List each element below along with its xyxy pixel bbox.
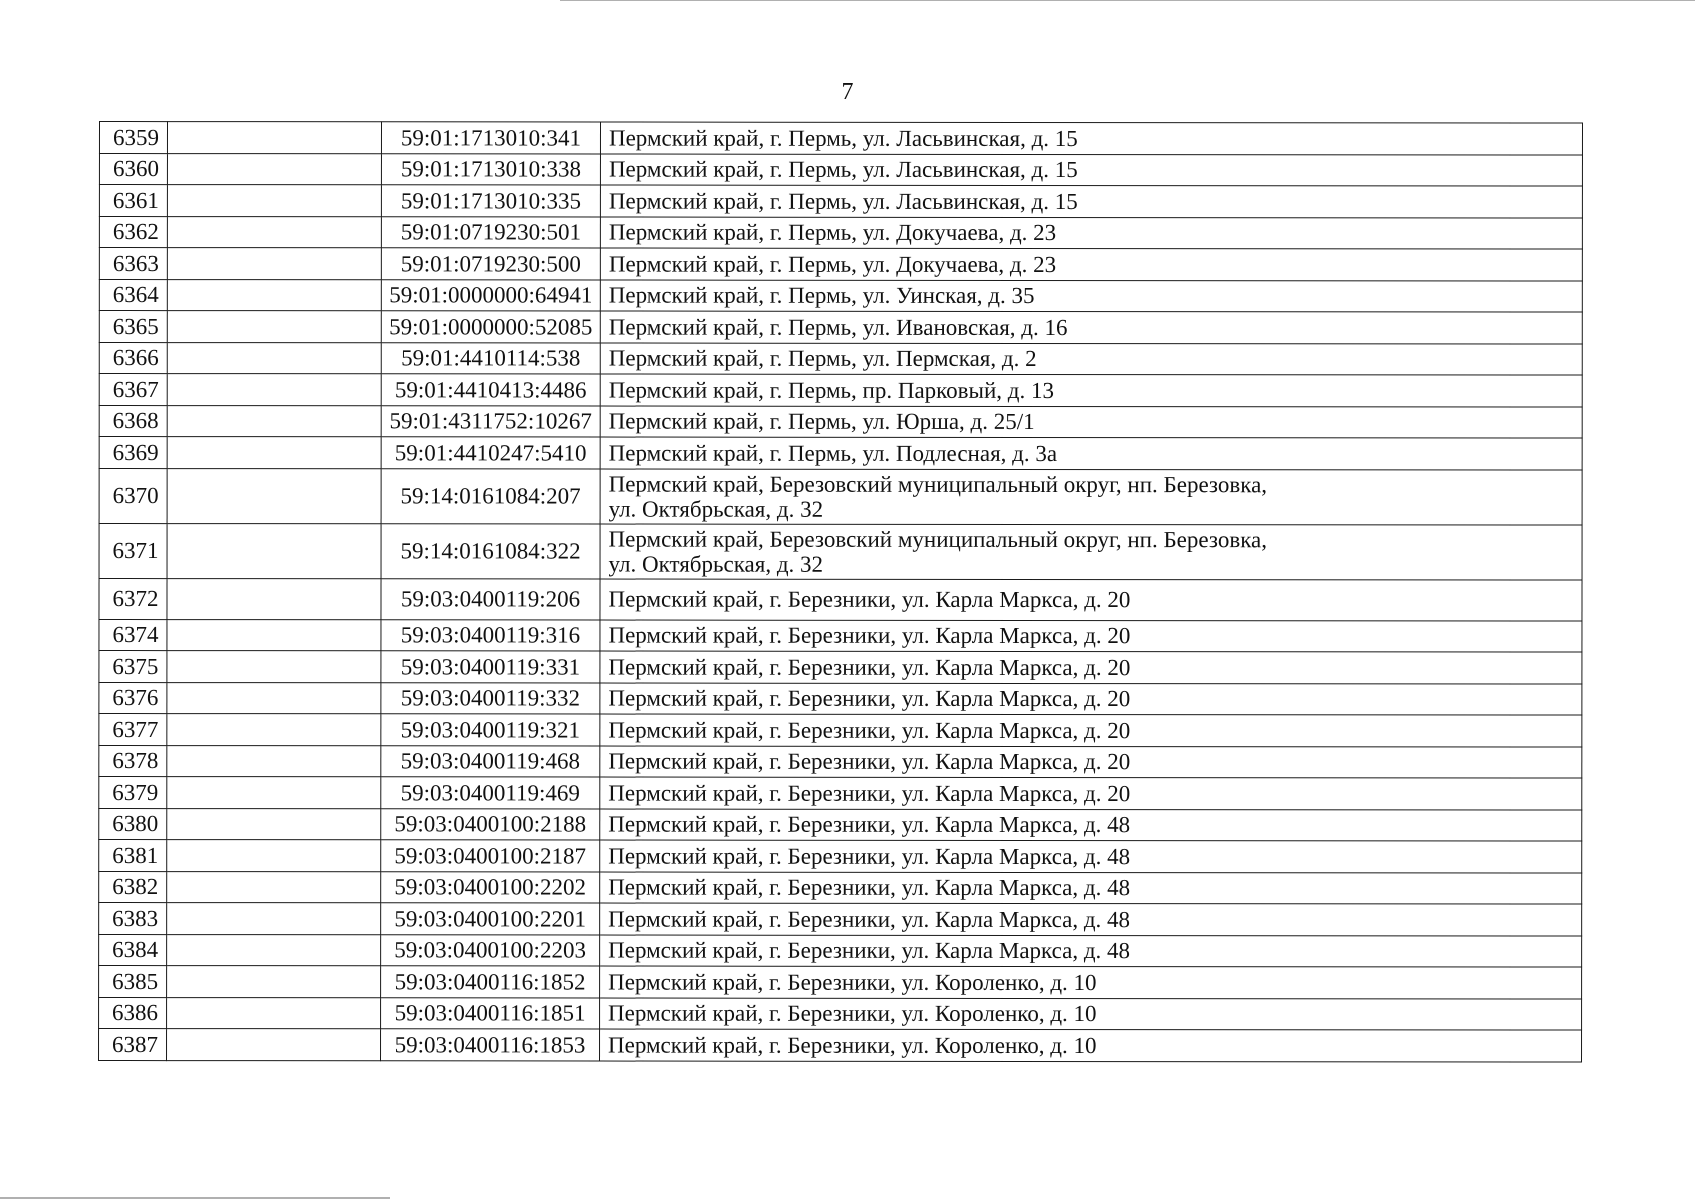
table-row (99, 523, 1582, 580)
address-line: Пермский край, г. Березники, ул. Карла Маркса, д. 20 (608, 654, 1131, 680)
row-number: 6370 (99, 468, 167, 523)
address-cell (600, 1029, 1582, 1062)
cadastral-number: 59:03:0400119:332 (381, 682, 600, 714)
empty-cell (167, 122, 381, 154)
address-line: Пермский край, г. Пермь, ул. Ласьвинская, д. 15 (608, 188, 1078, 214)
empty-cell (167, 578, 381, 619)
row-number: 6386 (99, 997, 167, 1029)
row-number: 6384 (99, 934, 167, 966)
table-row (99, 714, 1582, 747)
address-line: Пермский край, г. Березники, ул. Карла Маркса, д. 20 (608, 748, 1131, 775)
address-line: Пермский край, г. Пермь, ул. Подлесная, д. 3а (608, 440, 1058, 466)
empty-cell (167, 714, 381, 746)
address-line: Пермский край, г. Пермь, ул. Юрша, д. 25/1 (608, 408, 1035, 435)
row-number: 6374 (99, 619, 167, 651)
address-line: Пермский край, г. Березники, ул. Карла Маркса, д. 48 (608, 874, 1131, 901)
empty-cell (167, 966, 381, 998)
table-row (99, 216, 1582, 249)
row-number: 6375 (99, 651, 167, 683)
empty-cell (167, 777, 381, 809)
address-line: Пермский край, г. Пермь, ул. Ласьвинская, д. 15 (608, 156, 1078, 183)
scan-edge-bottom (0, 1197, 390, 1199)
table-row (99, 468, 1582, 525)
cadastral-number: 59:03:0400119:316 (381, 619, 600, 651)
row-number: 6377 (99, 714, 167, 746)
cadastral-number: 59:03:0400119:468 (381, 745, 600, 777)
row-number: 6364 (99, 279, 167, 311)
address-line: Пермский край, г. Березники, ул. Короленко, д. 10 (608, 969, 1097, 995)
cadastral-number: 59:03:0400100:2187 (381, 840, 600, 872)
address-cell (600, 437, 1582, 470)
cadastral-number: 59:01:4311752:10267 (381, 405, 600, 437)
table-row (99, 966, 1582, 999)
empty-cell (167, 405, 381, 437)
row-number: 6380 (99, 808, 167, 840)
empty-cell (167, 1029, 381, 1061)
address-cell (600, 217, 1582, 250)
empty-cell (167, 619, 381, 651)
row-number: 6379 (99, 777, 167, 809)
table-row (99, 342, 1582, 375)
table-row (99, 405, 1582, 438)
address-line: Пермский край, г. Березники, ул. Карла Маркса, д. 48 (608, 811, 1131, 838)
address-line-2: ул. Октябрьская, д. 32 (608, 551, 824, 577)
empty-cell (167, 997, 381, 1029)
empty-cell (167, 651, 381, 683)
empty-cell (167, 840, 381, 872)
address-line: Пермский край, г. Березники, ул. Карла Маркса, д. 48 (608, 906, 1131, 932)
address-cell (600, 651, 1582, 684)
address-line: Пермский край, г. Пермь, ул. Уинская, д. 35 (608, 282, 1035, 309)
cadastral-number: 59:03:0400119:331 (381, 651, 600, 683)
address-line: Пермский край, г. Березники, ул. Карла Маркса, д. 20 (608, 622, 1131, 649)
cadastral-number: 59:03:0400116:1851 (381, 997, 600, 1029)
address-line: Пермский край, г. Березники, ул. Карла Маркса, д. 20 (608, 717, 1131, 743)
empty-cell (167, 185, 381, 217)
address-line: Пермский край, Березовский муниципальный округ, нп. Березовка, (608, 526, 1267, 552)
table-row (99, 777, 1582, 810)
row-number: 6359 (99, 122, 167, 154)
empty-cell (167, 934, 381, 966)
row-number: 6367 (99, 374, 167, 406)
table-row (99, 840, 1582, 873)
address-cell (600, 683, 1582, 716)
table-row (99, 682, 1582, 715)
row-number: 6360 (99, 153, 167, 185)
cadastral-number: 59:01:1713010:338 (381, 153, 600, 185)
row-number: 6371 (99, 523, 167, 578)
address-cell (600, 374, 1582, 407)
address-cell (600, 777, 1582, 810)
table-row (99, 279, 1582, 312)
empty-cell (167, 342, 381, 374)
row-number: 6383 (99, 903, 167, 935)
scan-edge-top (560, 0, 1695, 1)
page-number: 7 (841, 79, 854, 105)
cadastral-number: 59:01:4410247:5410 (381, 437, 600, 469)
cadastral-table (98, 121, 1583, 1062)
empty-cell (167, 279, 381, 311)
address-cell (600, 809, 1582, 842)
address-cell (600, 998, 1582, 1031)
address-cell (600, 966, 1582, 999)
address-cell (600, 280, 1582, 313)
row-number: 6363 (99, 248, 167, 280)
table-row (99, 808, 1582, 841)
row-number: 6372 (99, 578, 167, 619)
cadastral-number: 59:01:1713010:341 (381, 122, 600, 154)
table-row (99, 997, 1582, 1030)
row-number: 6368 (99, 405, 167, 437)
table-row (99, 651, 1582, 684)
address-cell (600, 248, 1582, 281)
address-line: Пермский край, г. Березники, ул. Карла Маркса, д. 48 (608, 937, 1131, 964)
cadastral-number: 59:01:0719230:500 (381, 248, 600, 280)
empty-cell (167, 374, 381, 406)
table-row (99, 934, 1582, 967)
row-number: 6382 (99, 871, 167, 903)
cadastral-number: 59:03:0400100:2188 (381, 808, 600, 840)
address-line: Пермский край, г. Пермь, ул. Ласьвинская, д. 15 (608, 125, 1078, 151)
address-cell (600, 343, 1582, 376)
cadastral-number: 59:03:0400100:2202 (381, 871, 600, 903)
cadastral-number: 59:01:4410413:4486 (381, 374, 600, 406)
address-line: Пермский край, г. Березники, ул. Карла Маркса, д. 20 (608, 685, 1131, 712)
cadastral-number: 59:03:0400119:469 (381, 777, 600, 809)
empty-cell (167, 248, 381, 280)
address-cell (600, 524, 1582, 580)
address-cell (600, 154, 1582, 187)
address-line: Пермский край, г. Березники, ул. Короленко, д. 10 (608, 1032, 1097, 1058)
empty-cell (167, 468, 381, 523)
address-cell (600, 406, 1582, 439)
cadastral-number: 59:14:0161084:322 (381, 523, 600, 578)
empty-cell (167, 871, 381, 903)
table-row (99, 1029, 1582, 1062)
row-number: 6376 (99, 682, 167, 714)
cadastral-number: 59:03:0400100:2203 (381, 934, 600, 966)
table-body (99, 122, 1583, 1062)
table-row (99, 185, 1582, 218)
address-line: Пермский край, г. Пермь, пр. Парковый, д. 13 (608, 377, 1055, 403)
row-number: 6365 (99, 311, 167, 343)
row-number: 6362 (99, 216, 167, 248)
address-cell (600, 872, 1582, 905)
cadastral-number: 59:01:4410114:538 (381, 342, 600, 374)
table-row (99, 578, 1582, 621)
row-number: 6366 (99, 342, 167, 374)
address-cell (600, 746, 1582, 779)
address-cell (600, 903, 1582, 936)
cadastral-number: 59:03:0400119:206 (381, 578, 600, 619)
table-row (99, 374, 1582, 407)
row-number: 6385 (99, 966, 167, 998)
empty-cell (167, 808, 381, 840)
address-line: Пермский край, г. Пермь, ул. Пермская, д. 2 (608, 345, 1037, 372)
address-line: Пермский край, г. Березники, ул. Короленко, д. 10 (608, 1000, 1097, 1027)
empty-cell (167, 437, 381, 469)
row-number: 6378 (99, 745, 167, 777)
address-line: Пермский край, г. Пермь, ул. Ивановская, д. 16 (608, 314, 1068, 340)
table-row (99, 248, 1582, 281)
table-row (99, 903, 1582, 936)
table-row (99, 871, 1582, 904)
cadastral-number: 59:01:0000000:52085 (381, 311, 600, 343)
cadastral-number: 59:01:1713010:335 (381, 185, 600, 217)
empty-cell (167, 216, 381, 248)
table-row (99, 619, 1582, 652)
table-row (99, 153, 1582, 186)
address-cell (600, 579, 1582, 621)
cadastral-number: 59:03:0400116:1853 (381, 1029, 600, 1061)
empty-cell (167, 153, 381, 185)
address-line: Пермский край, Березовский муниципальный округ, нп. Березовка, (608, 471, 1268, 497)
cadastral-number: 59:03:0400119:321 (381, 714, 600, 746)
address-line: Пермский край, г. Пермь, ул. Докучаева, д. 23 (608, 251, 1057, 277)
cadastral-number: 59:03:0400100:2201 (381, 903, 600, 935)
address-cell (600, 469, 1582, 525)
address-line: Пермский край, г. Березники, ул. Карла Маркса, д. 20 (608, 780, 1131, 806)
cadastral-number: 59:14:0161084:207 (381, 468, 600, 523)
cadastral-number: 59:03:0400116:1852 (381, 966, 600, 998)
address-line: Пермский край, г. Березники, ул. Карла Маркса, д. 48 (608, 843, 1131, 869)
empty-cell (167, 682, 381, 714)
cadastral-number: 59:01:0000000:64941 (381, 279, 600, 311)
empty-cell (167, 523, 381, 578)
address-cell (600, 935, 1582, 968)
empty-cell (167, 745, 381, 777)
address-cell (600, 185, 1582, 218)
row-number: 6361 (99, 185, 167, 217)
cadastral-number: 59:01:0719230:501 (381, 216, 600, 248)
empty-cell (167, 903, 381, 935)
address-cell (600, 840, 1582, 873)
table-row (99, 311, 1582, 344)
address-cell (600, 620, 1582, 653)
row-number: 6369 (99, 437, 167, 469)
empty-cell (167, 311, 381, 343)
row-number: 6387 (99, 1029, 167, 1061)
address-line: Пермский край, г. Березники, ул. Карла Маркса, д. 20 (608, 586, 1131, 613)
table-row (99, 122, 1582, 155)
address-cell (600, 311, 1582, 344)
table-row (99, 437, 1582, 470)
address-line-2: ул. Октябрьская, д. 32 (608, 496, 824, 522)
table-row (99, 745, 1582, 778)
address-line: Пермский край, г. Пермь, ул. Докучаева, д. 23 (608, 219, 1057, 246)
row-number: 6381 (99, 840, 167, 872)
address-cell (600, 714, 1582, 747)
address-cell (600, 122, 1582, 155)
